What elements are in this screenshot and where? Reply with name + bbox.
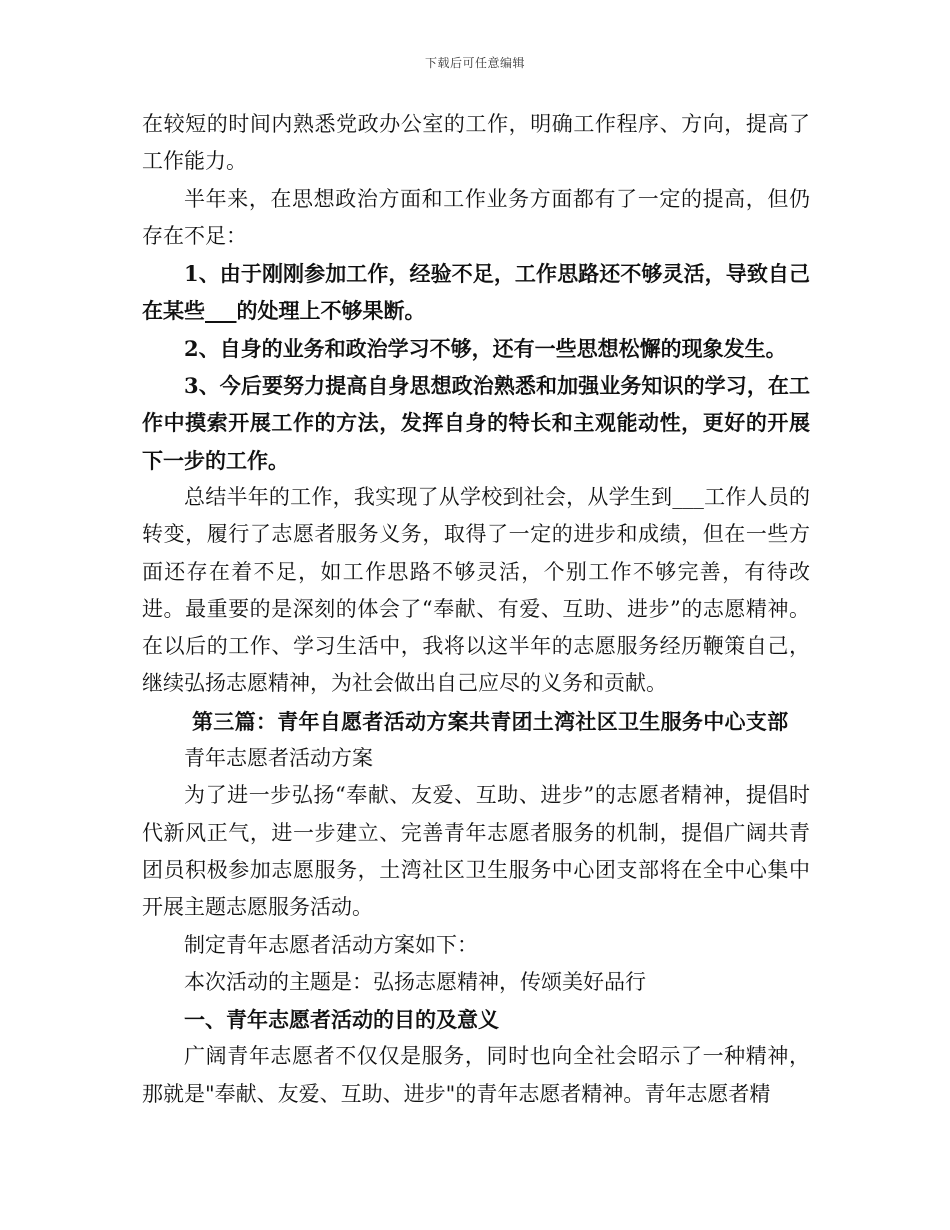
paragraph: 广阔青年志愿者不仅仅是服务，同时也向全社会昭示了一种精神，那就是"奉献、友爱、互助、进步"的青年志愿者精神。青年志愿者精 bbox=[142, 1044, 810, 1106]
section-heading: 一、青年志愿者活动的目的及意义 bbox=[184, 1007, 499, 1033]
subtitle: 青年志愿者活动方案 bbox=[184, 746, 373, 771]
paragraph: 在较短的时间内熟悉党政办公室的工作，明确工作程序、方向，提高了工作能力。 bbox=[142, 112, 810, 174]
paragraph: 半年来，在思想政治方面和工作业务方面都有了一定的提高，但仍存在不足： bbox=[142, 186, 810, 248]
paragraph: 本次活动的主题是：弘扬志愿精神，传颂美好品行 bbox=[184, 969, 646, 994]
section-title: 第三篇：青年自愿者活动方案共青团土湾社区卫生服务中心支部 bbox=[192, 708, 789, 734]
document-body bbox=[142, 106, 810, 1113]
paragraph: 为了进一步弘扬“奉献、友爱、互助、进步”的志愿者精神，提倡时代新风正气，进一步建立、完善青年志愿者服务的机制，提倡广阔共青团员积极参加志愿服务，土湾社区卫生服务中心团支部将在全中心集中开展主题志愿服务活动。 bbox=[142, 783, 810, 920]
numbered-point: 1、由于刚刚参加工作，经验不足，工作思路还不够灵活，导致自己在某些___的处理上不够果断。 bbox=[142, 261, 810, 324]
numbered-point: 2、自身的业务和政治学习不够，还有一些思想松懈的现象发生。 bbox=[184, 335, 787, 361]
page-header: 下载后可任意编辑 bbox=[424, 56, 525, 70]
paragraph: 总结半年的工作，我实现了从学校到社会，从学生到___工作人员的转变，履行了志愿者服务义务，取得了一定的进步和成绩，但在一些方面还存在着不足，如工作思路不够灵活，个别工作不够完善，有待改进。最重要的是深刻的体会了“奉献、有爱、互助、进步”的志愿精神。在以后的工作、学习生活中，我将以这半年的志愿服务经历鞭策自己，继续弘扬志愿精神，为社会做出自己应尽的义务和贡献。 bbox=[142, 484, 810, 696]
numbered-point: 3、今后要努力提高自身思想政治熟悉和加强业务知识的学习，在工作中摸索开展工作的方法，发挥自身的特长和主观能动性，更好的开展下一步的工作。 bbox=[142, 373, 810, 473]
paragraph: 制定青年志愿者活动方案如下： bbox=[184, 932, 478, 957]
